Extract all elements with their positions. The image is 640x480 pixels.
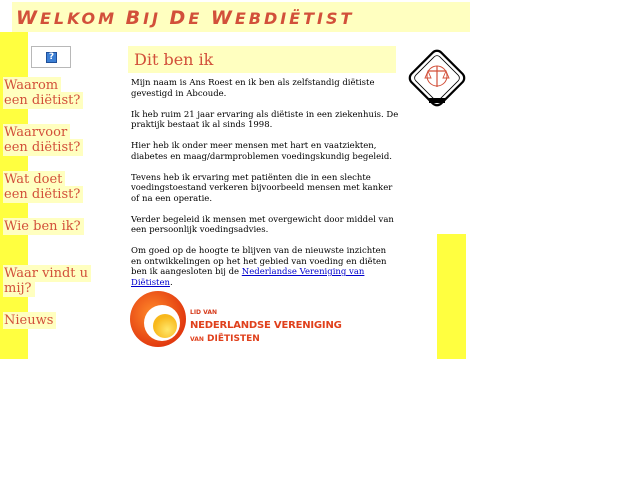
banner-word bbox=[211, 9, 355, 28]
nav-label: Waar vindt u mij? bbox=[3, 265, 91, 297]
paragraph-membership bbox=[131, 246, 399, 288]
paragraph-patients: Hier heb ik onder meer mensen met hart en vaatziekten, diabetes en maag/darmproblemen voedingskundig begeleid. bbox=[131, 141, 392, 162]
paragraph-overweight: Verder begeleid ik mensen met overgewicht door middel van een persoonlijk voedingsadvies. bbox=[131, 214, 394, 235]
membership-text: Om goed op de hoogte te blijven van de nieuwste inzichten en ontwikkelingen op het het gebied van voeding en diëten ben ik aangesloten bij de bbox=[131, 246, 387, 277]
banner-word-rest: E bbox=[188, 9, 203, 28]
nav-link-waar-vindt-u-mij[interactable] bbox=[3, 266, 118, 296]
nvd-dietisten: DIËTISTEN bbox=[207, 334, 260, 344]
nav-link-wat-doet[interactable] bbox=[3, 172, 87, 202]
nvd-van: VAN bbox=[190, 336, 204, 343]
nvd-membership-logo bbox=[128, 289, 342, 349]
nvd-name-line2 bbox=[190, 334, 260, 344]
nvd-emblem bbox=[128, 289, 188, 349]
help-icon: ? bbox=[46, 52, 57, 63]
right-decorative-strip bbox=[437, 234, 466, 359]
nav-label: Waarom een diëtist? bbox=[3, 77, 83, 109]
banner-word bbox=[170, 9, 203, 28]
banner-word-capital: W bbox=[210, 7, 235, 29]
paragraph-intro: Mijn naam is Ans Roest en ik ben als zelfstandig diëtiste gevestigd in Abcoude. bbox=[131, 78, 375, 99]
nav-label: Wat doet een diëtist? bbox=[3, 171, 83, 203]
banner-word-capital: D bbox=[169, 7, 189, 29]
banner-word-rest: EBDIËTIST bbox=[234, 9, 355, 28]
banner-word-rest: IJ bbox=[143, 9, 161, 28]
nav-label: Nieuws bbox=[3, 312, 56, 329]
banner-word bbox=[126, 9, 161, 28]
content-header bbox=[128, 46, 396, 73]
banner-word-capital: W bbox=[16, 7, 40, 29]
membership-end: . bbox=[169, 277, 173, 288]
nav-label: Waarvoor een diëtist? bbox=[3, 124, 83, 156]
nvd-lid-van: LID VAN bbox=[190, 309, 218, 316]
banner-word-rest: ELKOM bbox=[39, 9, 117, 28]
content-body bbox=[131, 78, 399, 299]
nav-label: Wie ben ik? bbox=[3, 218, 84, 235]
nav-link-nieuws[interactable] bbox=[3, 313, 113, 328]
nvd-name-line1: NEDERLANDSE VERENIGING bbox=[190, 320, 342, 331]
dietist-seal-logo bbox=[406, 47, 468, 109]
nav-link-waarvoor[interactable] bbox=[3, 125, 93, 155]
paragraph-experience: Ik heb ruim 21 jaar ervaring als diëtiste in een ziekenhuis. De praktijk bestaat ik al sinds 1998. bbox=[131, 109, 399, 130]
site-title bbox=[16, 7, 354, 29]
nvd-link[interactable]: Nederlandse Vereniging van Diëtisten bbox=[131, 267, 365, 288]
banner-word-capital: B bbox=[125, 7, 144, 29]
paragraph-cancer: Tevens heb ik ervaring met patiënten die in een slechte voedingstoestand verkeren bijvoorbeeld mensen met kanker of na een operatie. bbox=[131, 172, 393, 204]
banner-word bbox=[16, 9, 117, 28]
nav-link-wie-ben-ik[interactable] bbox=[3, 219, 113, 234]
page-title: Dit ben ik bbox=[134, 50, 214, 69]
nav-link-waarom[interactable] bbox=[3, 78, 85, 108]
help-button[interactable] bbox=[31, 46, 71, 68]
